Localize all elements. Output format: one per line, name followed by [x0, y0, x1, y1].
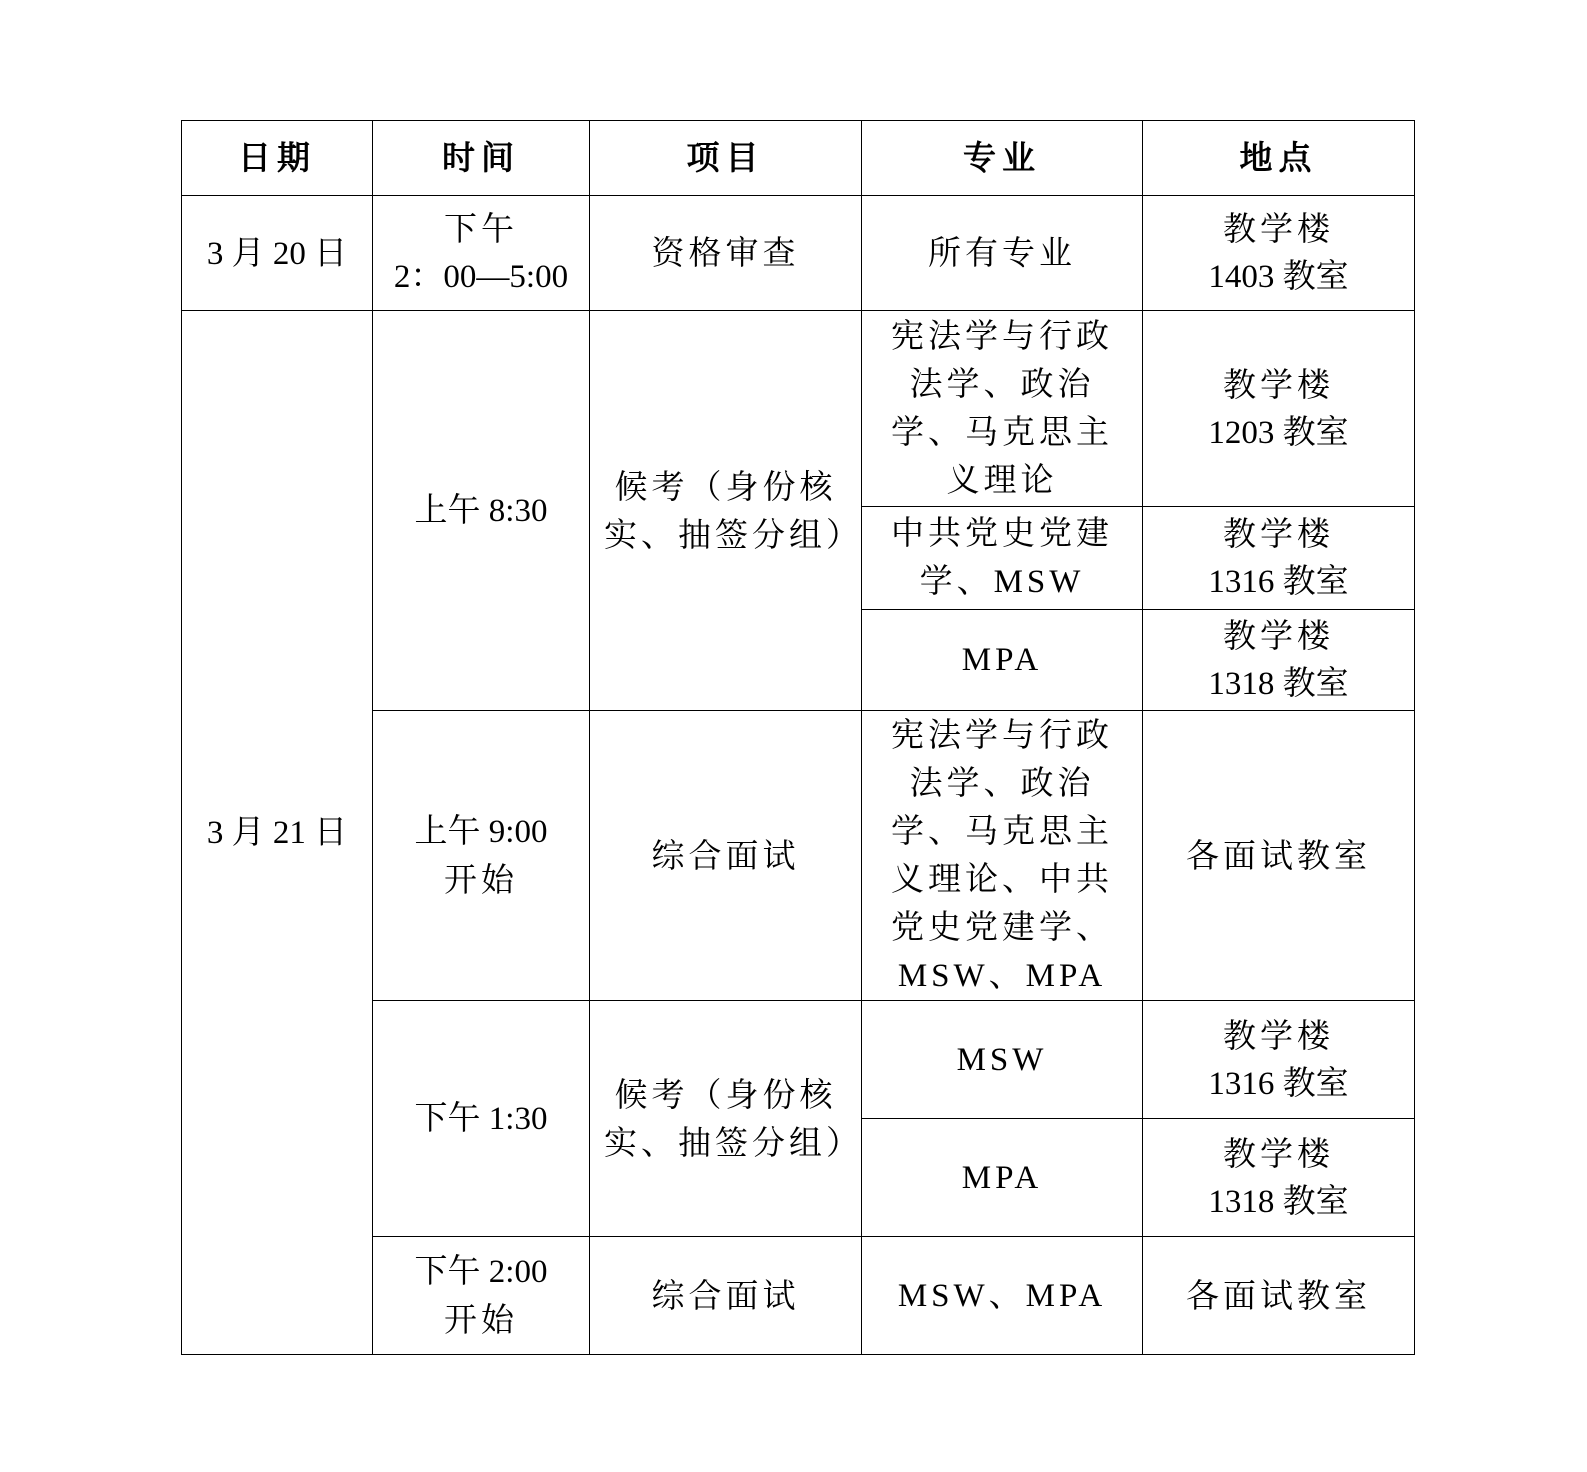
header-time: 时间 [373, 121, 590, 196]
header-date: 日期 [182, 121, 373, 196]
location-building: 教学楼 [1223, 209, 1334, 248]
major-cell: 宪法学与行政法学、政治学、马克思主义理论 [862, 311, 1143, 507]
location-room: 1203 教室 [1208, 414, 1349, 451]
major-cell: MSW、MPA [862, 1237, 1143, 1355]
table-header-row [182, 121, 1415, 196]
item-cell: 候考（身份核实、抽签分组） [590, 311, 862, 711]
location-cell [1143, 507, 1415, 610]
date-text: 3 月 21 日 [206, 815, 348, 851]
location-room: 1318 教室 [1208, 666, 1349, 702]
item-cell: 候考（身份核实、抽签分组） [590, 1001, 862, 1237]
date-cell [182, 196, 373, 311]
location-cell [1143, 610, 1415, 711]
time-text: 上午 8:30 [414, 493, 548, 529]
time-line-1: 上午 9:00 [414, 813, 548, 850]
item-cell: 资格审查 [590, 196, 862, 311]
date-text: 3 月 20 日 [206, 235, 348, 272]
major-cell: MSW [862, 1001, 1143, 1119]
time-cell [373, 196, 590, 311]
time-text: 下午 1:30 [414, 1101, 548, 1137]
header-item: 项目 [590, 121, 862, 196]
major-cell: 所有专业 [862, 196, 1143, 311]
location-building: 教学楼 [1223, 1133, 1334, 1173]
time-cell [373, 1001, 590, 1237]
time-cell [373, 711, 590, 1001]
location-cell: 各面试教室 [1143, 711, 1415, 1001]
time-line-2: 开始 [444, 1299, 518, 1339]
location-building: 教学楼 [1223, 364, 1334, 404]
location-building: 教学楼 [1223, 514, 1334, 553]
location-cell [1143, 196, 1415, 311]
time-line-1: 下午 [444, 209, 518, 248]
time-cell [373, 1237, 590, 1355]
interview-schedule-table [181, 120, 1415, 1355]
location-room: 1316 教室 [1208, 564, 1349, 600]
major-cell: MPA [862, 610, 1143, 711]
major-cell: 宪法学与行政法学、政治学、马克思主义理论、中共党史党建学、MSW、MPA [862, 711, 1143, 1001]
time-cell [373, 311, 590, 711]
time-line-2: 开始 [444, 859, 518, 899]
header-major: 专业 [862, 121, 1143, 196]
location-room: 1316 教室 [1208, 1065, 1349, 1102]
location-room: 1318 教室 [1208, 1183, 1349, 1220]
time-line-2: 2：00—5:00 [393, 259, 569, 295]
table-row [182, 311, 1415, 507]
item-cell: 综合面试 [590, 1237, 862, 1355]
location-cell [1143, 1119, 1415, 1237]
location-building: 教学楼 [1223, 1015, 1334, 1055]
location-room: 1403 教室 [1208, 259, 1349, 295]
location-building: 教学楼 [1223, 616, 1334, 655]
major-cell: MPA [862, 1119, 1143, 1237]
time-line-1: 下午 2:00 [414, 1253, 548, 1290]
location-cell [1143, 1001, 1415, 1119]
major-cell: 中共党史党建学、MSW [862, 507, 1143, 610]
header-location: 地点 [1143, 121, 1415, 196]
date-cell [182, 311, 373, 1355]
location-cell: 各面试教室 [1143, 1237, 1415, 1355]
table-row [182, 196, 1415, 311]
location-cell [1143, 311, 1415, 507]
item-cell: 综合面试 [590, 711, 862, 1001]
